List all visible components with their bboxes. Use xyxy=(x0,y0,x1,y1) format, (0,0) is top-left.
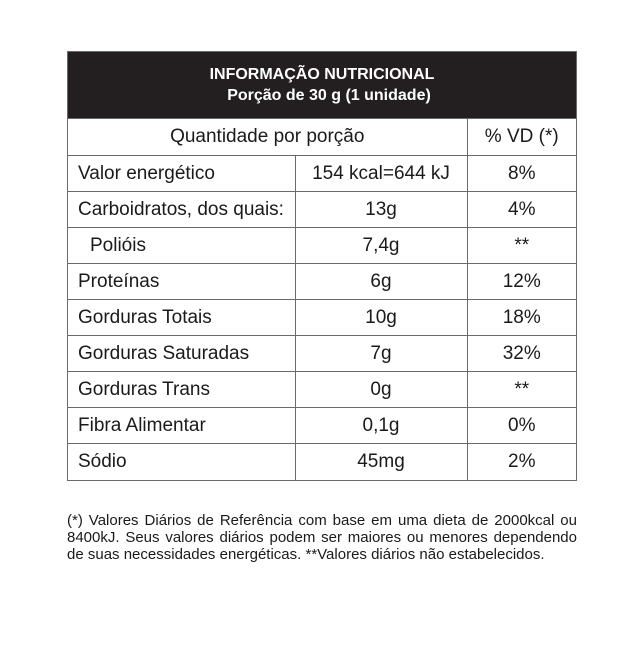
table-header-row xyxy=(68,119,576,156)
table-row xyxy=(68,336,576,372)
table-row xyxy=(68,408,576,444)
nutrient-name: Polióis xyxy=(68,228,295,264)
table-row xyxy=(68,156,576,192)
table-row xyxy=(68,192,576,228)
nutrient-name: Gorduras Totais xyxy=(68,300,295,336)
table-row xyxy=(68,372,576,408)
table-row xyxy=(68,264,576,300)
nutrient-daily-value: 0% xyxy=(467,408,576,444)
nutrient-amount: 7g xyxy=(295,336,467,372)
table-row xyxy=(68,444,576,480)
nutrient-daily-value: 32% xyxy=(467,336,576,372)
nutrient-amount: 13g xyxy=(295,192,467,228)
nutrient-daily-value: 8% xyxy=(467,156,576,192)
table-row xyxy=(68,228,576,264)
nutrient-daily-value: ** xyxy=(467,228,576,264)
nutrition-header xyxy=(68,52,576,118)
nutrient-name: Carboidratos, dos quais: xyxy=(68,192,295,228)
nutrient-amount: 154 kcal=644 kJ xyxy=(295,156,467,192)
nutrient-name: Fibra Alimentar xyxy=(68,408,295,444)
nutrient-name: Sódio xyxy=(68,444,295,480)
serving-size: Porção de 30 g (1 unidade) xyxy=(227,87,431,104)
nutrition-facts-label xyxy=(67,51,577,481)
nutrient-name: Gorduras Trans xyxy=(68,372,295,408)
nutrient-daily-value: 2% xyxy=(467,444,576,480)
table-row xyxy=(68,300,576,336)
nutrient-daily-value: 18% xyxy=(467,300,576,336)
nutrient-amount: 0,1g xyxy=(295,408,467,444)
nutrient-amount: 0g xyxy=(295,372,467,408)
nutrition-table xyxy=(68,118,576,480)
nutrient-name: Proteínas xyxy=(68,264,295,300)
nutrient-amount: 10g xyxy=(295,300,467,336)
nutrient-name: Gorduras Saturadas xyxy=(68,336,295,372)
nutrient-daily-value: 12% xyxy=(467,264,576,300)
footnote: (*) Valores Diários de Referência com base em uma dieta de 2000kcal ou 8400kJ. Seus valores diários podem ser maiores ou menores dependendo de suas necessidades energéticas. **Valores diários não estabelecidos. xyxy=(67,512,577,563)
nutrient-daily-value: ** xyxy=(467,372,576,408)
quantity-per-serving-header: Quantidade por porção xyxy=(68,119,467,156)
nutrient-amount: 6g xyxy=(295,264,467,300)
nutrition-title: INFORMAÇÃO NUTRICIONAL xyxy=(209,66,435,83)
nutrient-daily-value: 4% xyxy=(467,192,576,228)
nutrient-amount: 45mg xyxy=(295,444,467,480)
daily-value-header: % VD (*) xyxy=(467,119,576,156)
nutrient-name: Valor energético xyxy=(68,156,295,192)
nutrient-amount: 7,4g xyxy=(295,228,467,264)
